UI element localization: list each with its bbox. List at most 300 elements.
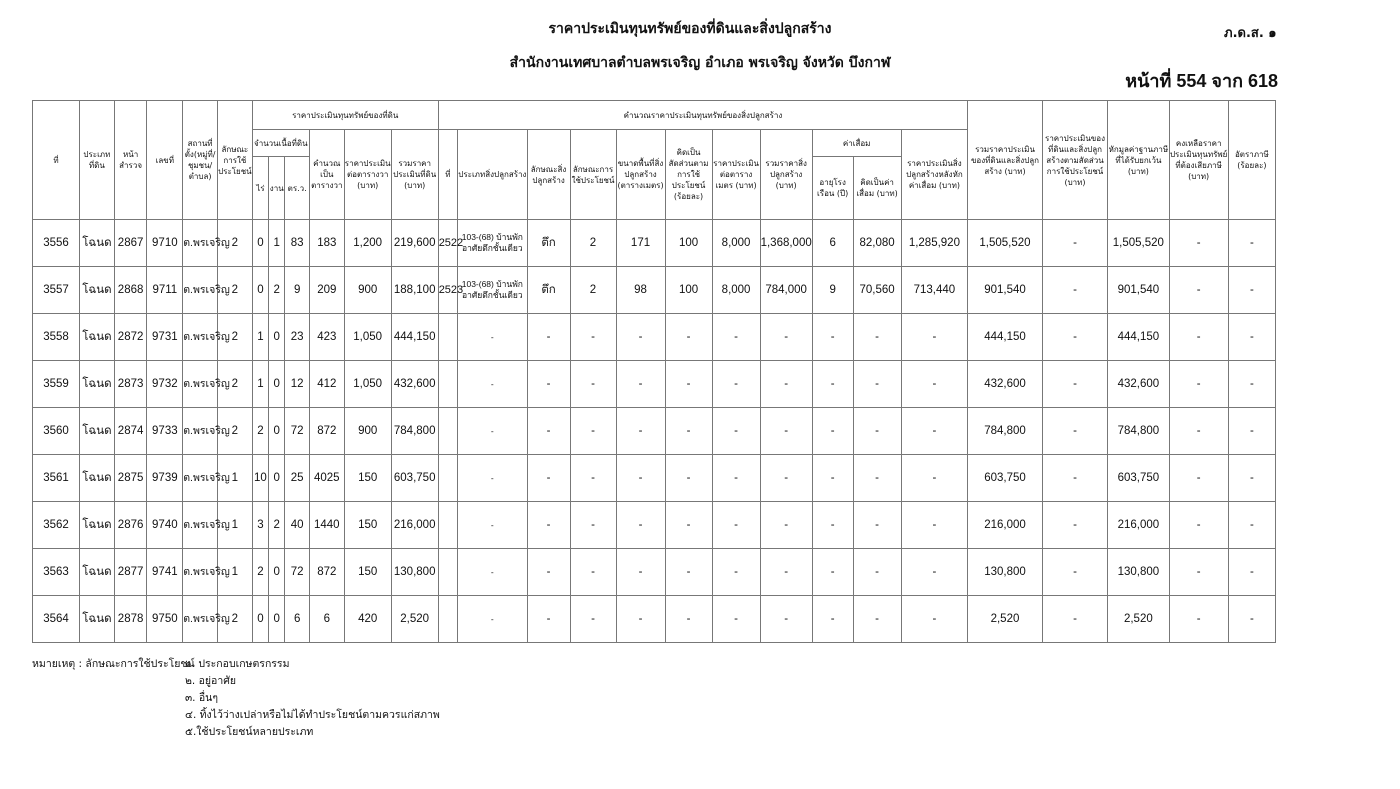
- note-item: ๕.ใช้ประโยชน์หลายประเภท: [185, 726, 314, 738]
- cell-deduction: 603,750: [1108, 455, 1169, 502]
- cell-building-no: [438, 314, 457, 361]
- cell-calc-sqwa: 412: [309, 361, 344, 408]
- cell-grand-total: 216,000: [968, 502, 1043, 549]
- cell-age: -: [812, 455, 853, 502]
- cell-location: ต.พรเจริญ: [183, 502, 218, 549]
- cell-number: 9750: [147, 596, 183, 643]
- cell-wa: 9: [285, 267, 310, 314]
- cell-building-type: 103-(68) บ้านพักอาศัยตึกชั้นเดียว: [458, 220, 528, 267]
- cell-land-type: โฉนด: [80, 220, 115, 267]
- cell-building-total: -: [760, 549, 812, 596]
- cell-prop-value: -: [1042, 455, 1107, 502]
- cell-wa: 6: [285, 596, 310, 643]
- col-header-remaining: คงเหลือราคาประเมินทุนทรัพย์ที่ต้องเสียภาษี (บาท): [1169, 101, 1228, 220]
- cell-age: 6: [812, 220, 853, 267]
- col-header-price-sqwa: ราคาประเมินต่อตารางวา (บาท): [344, 130, 391, 220]
- cell-building-total: -: [760, 361, 812, 408]
- cell-building-price-sqm: 8,000: [712, 220, 760, 267]
- cell-ngan: 1: [269, 220, 285, 267]
- cell-building-no: 2523: [438, 267, 457, 314]
- cell-building-total: -: [760, 314, 812, 361]
- cell-land-total: 784,800: [391, 408, 438, 455]
- cell-rai: 2: [252, 408, 268, 455]
- col-header-prop-value: ราคาประเมินของที่ดินและสิ่งปลูกสร้างตามสัดส่วนการใช้ประโยชน์ (บาท): [1042, 101, 1107, 220]
- cell-building-no: [438, 549, 457, 596]
- cell-remaining: -: [1169, 502, 1228, 549]
- cell-tax-rate: -: [1228, 361, 1275, 408]
- cell-price-sqwa: 1,050: [344, 314, 391, 361]
- cell-usage: 2: [217, 361, 252, 408]
- cell-building-total: -: [760, 596, 812, 643]
- cell-building-no: [438, 455, 457, 502]
- cell-rai: 0: [252, 596, 268, 643]
- cell-remaining: -: [1169, 314, 1228, 361]
- col-header-number: เลขที่: [147, 101, 183, 220]
- cell-location: ต.พรเจริญ: [183, 596, 218, 643]
- cell-no: 3561: [33, 455, 80, 502]
- cell-rai: 1: [252, 314, 268, 361]
- cell-building-percent: -: [665, 455, 712, 502]
- cell-building-size: 98: [616, 267, 665, 314]
- cell-depr-amount: -: [853, 596, 901, 643]
- col-header-tax-rate: อัตราภาษี (ร้อยละ): [1228, 101, 1275, 220]
- cell-land-type: โฉนด: [80, 361, 115, 408]
- cell-number: 9739: [147, 455, 183, 502]
- table-row: [33, 549, 1276, 596]
- col-header-deduction: หักมูลค่าฐานภาษีที่ได้รับยกเว้น (บาท): [1108, 101, 1169, 220]
- cell-ngan: 0: [269, 408, 285, 455]
- cell-number: 9711: [147, 267, 183, 314]
- cell-price-sqwa: 150: [344, 455, 391, 502]
- col-header-building-total: รวมราคาสิ่งปลูกสร้าง (บาท): [760, 130, 812, 220]
- cell-building-usage: -: [570, 361, 616, 408]
- col-header-depreciation: ค่าเสื่อม: [812, 130, 901, 157]
- cell-building-percent: -: [665, 549, 712, 596]
- cell-land-total: 219,600: [391, 220, 438, 267]
- cell-building-price-sqm: -: [712, 549, 760, 596]
- cell-tax-rate: -: [1228, 502, 1275, 549]
- cell-building-kind: ตึก: [527, 267, 570, 314]
- cell-remaining: -: [1169, 455, 1228, 502]
- cell-deduction: 784,800: [1108, 408, 1169, 455]
- cell-calc-sqwa: 183: [309, 220, 344, 267]
- cell-survey-page: 2872: [114, 314, 147, 361]
- cell-building-type: -: [458, 549, 528, 596]
- cell-location: ต.พรเจริญ: [183, 267, 218, 314]
- cell-ngan: 0: [269, 455, 285, 502]
- cell-building-size: -: [616, 596, 665, 643]
- cell-age: -: [812, 549, 853, 596]
- cell-no: 3558: [33, 314, 80, 361]
- cell-ngan: 0: [269, 361, 285, 408]
- cell-deduction: 1,505,520: [1108, 220, 1169, 267]
- cell-usage: 1: [217, 549, 252, 596]
- cell-building-price-sqm: -: [712, 314, 760, 361]
- cell-building-after-depr: -: [901, 361, 968, 408]
- table-row: [33, 408, 1276, 455]
- col-group-land: ราคาประเมินทุนทรัพย์ของที่ดิน: [252, 101, 438, 130]
- cell-deduction: 444,150: [1108, 314, 1169, 361]
- cell-remaining: -: [1169, 361, 1228, 408]
- document-title: ราคาประเมินทุนทรัพย์ของที่ดินและสิ่งปลูกสร้าง: [548, 21, 832, 37]
- cell-building-no: [438, 408, 457, 455]
- cell-tax-rate: -: [1228, 408, 1275, 455]
- col-header-wa: ตร.ว.: [285, 157, 310, 220]
- cell-calc-sqwa: 6: [309, 596, 344, 643]
- cell-number: 9741: [147, 549, 183, 596]
- cell-depr-amount: 82,080: [853, 220, 901, 267]
- cell-remaining: -: [1169, 267, 1228, 314]
- cell-ngan: 2: [269, 502, 285, 549]
- cell-prop-value: -: [1042, 408, 1107, 455]
- cell-no: 3560: [33, 408, 80, 455]
- cell-deduction: 432,600: [1108, 361, 1169, 408]
- col-header-area: จำนวนเนื้อที่ดิน: [252, 130, 309, 157]
- cell-wa: 72: [285, 408, 310, 455]
- page-indicator: หน้าที่ 554 จาก 618: [1125, 71, 1278, 91]
- document-subtitle: สำนักงานเทศบาลตำบลพรเจริญ อำเภอ พรเจริญ จังหวัด บึงกาฬ: [509, 55, 891, 71]
- cell-grand-total: 784,800: [968, 408, 1043, 455]
- cell-calc-sqwa: 4025: [309, 455, 344, 502]
- cell-building-kind: -: [527, 408, 570, 455]
- cell-building-type: -: [458, 502, 528, 549]
- cell-rai: 10: [252, 455, 268, 502]
- cell-usage: 2: [217, 596, 252, 643]
- cell-price-sqwa: 1,200: [344, 220, 391, 267]
- cell-building-usage: -: [570, 314, 616, 361]
- cell-number: 9740: [147, 502, 183, 549]
- cell-price-sqwa: 900: [344, 408, 391, 455]
- cell-building-type: -: [458, 408, 528, 455]
- col-header-building-after-depr: ราคาประเมินสิ่งปลูกสร้างหลังหักค่าเสื่อม (บาท): [901, 130, 968, 220]
- cell-building-usage: -: [570, 549, 616, 596]
- cell-calc-sqwa: 1440: [309, 502, 344, 549]
- cell-tax-rate: -: [1228, 220, 1275, 267]
- table-row: [33, 596, 1276, 643]
- cell-building-kind: -: [527, 549, 570, 596]
- cell-wa: 40: [285, 502, 310, 549]
- cell-wa: 72: [285, 549, 310, 596]
- cell-price-sqwa: 1,050: [344, 361, 391, 408]
- cell-building-usage: -: [570, 455, 616, 502]
- cell-building-size: 171: [616, 220, 665, 267]
- cell-location: ต.พรเจริญ: [183, 549, 218, 596]
- cell-no: 3557: [33, 267, 80, 314]
- cell-tax-rate: -: [1228, 549, 1275, 596]
- cell-building-after-depr: -: [901, 455, 968, 502]
- cell-survey-page: 2877: [114, 549, 147, 596]
- cell-deduction: 216,000: [1108, 502, 1169, 549]
- cell-grand-total: 444,150: [968, 314, 1043, 361]
- cell-land-type: โฉนด: [80, 267, 115, 314]
- cell-building-no: [438, 502, 457, 549]
- col-header-building-no: ที่: [438, 130, 457, 220]
- col-header-usage: ลักษณะการใช้ประโยชน์: [217, 101, 252, 220]
- cell-prop-value: -: [1042, 361, 1107, 408]
- cell-building-percent: 100: [665, 220, 712, 267]
- cell-land-type: โฉนด: [80, 455, 115, 502]
- cell-building-percent: -: [665, 596, 712, 643]
- cell-number: 9733: [147, 408, 183, 455]
- cell-remaining: -: [1169, 549, 1228, 596]
- cell-building-size: -: [616, 549, 665, 596]
- cell-ngan: 0: [269, 596, 285, 643]
- cell-tax-rate: -: [1228, 455, 1275, 502]
- cell-rai: 2: [252, 549, 268, 596]
- cell-building-kind: -: [527, 361, 570, 408]
- cell-grand-total: 130,800: [968, 549, 1043, 596]
- cell-depr-amount: -: [853, 455, 901, 502]
- cell-no: 3556: [33, 220, 80, 267]
- col-header-location: สถานที่ตั้ง(หมู่ที่/ชุมชน/ตำบล): [183, 101, 218, 220]
- cell-depr-amount: -: [853, 549, 901, 596]
- cell-survey-page: 2875: [114, 455, 147, 502]
- col-header-depr-amount: คิดเป็นค่าเสื่อม (บาท): [853, 157, 901, 220]
- cell-rai: 1: [252, 361, 268, 408]
- cell-building-price-sqm: -: [712, 361, 760, 408]
- notes-label: หมายเหตุ : ลักษณะการใช้ประโยชน์: [32, 658, 195, 670]
- cell-land-type: โฉนด: [80, 596, 115, 643]
- cell-remaining: -: [1169, 220, 1228, 267]
- cell-depr-amount: -: [853, 502, 901, 549]
- cell-deduction: 2,520: [1108, 596, 1169, 643]
- form-code: ภ.ด.ส. ๑: [1224, 26, 1277, 41]
- cell-location: ต.พรเจริญ: [183, 408, 218, 455]
- cell-grand-total: 901,540: [968, 267, 1043, 314]
- cell-age: -: [812, 361, 853, 408]
- col-header-building-price-sqm: ราคาประเมินต่อตารางเมตร (บาท): [712, 130, 760, 220]
- col-header-building-percent: คิดเป็นสัดส่วนตามการใช้ประโยชน์ (ร้อยละ): [665, 130, 712, 220]
- cell-age: -: [812, 314, 853, 361]
- col-header-survey-page: หน้าสำรวจ: [114, 101, 147, 220]
- cell-no: 3562: [33, 502, 80, 549]
- cell-ngan: 0: [269, 314, 285, 361]
- cell-land-total: 188,100: [391, 267, 438, 314]
- cell-price-sqwa: 420: [344, 596, 391, 643]
- cell-land-total: 130,800: [391, 549, 438, 596]
- cell-building-price-sqm: -: [712, 455, 760, 502]
- cell-deduction: 130,800: [1108, 549, 1169, 596]
- col-header-rai: ไร่: [252, 157, 268, 220]
- cell-building-price-sqm: -: [712, 408, 760, 455]
- cell-building-price-sqm: -: [712, 596, 760, 643]
- cell-land-total: 603,750: [391, 455, 438, 502]
- cell-price-sqwa: 150: [344, 549, 391, 596]
- col-group-building: คำนวณราคาประเมินทุนทรัพย์ของสิ่งปลูกสร้าง: [438, 101, 968, 130]
- cell-calc-sqwa: 872: [309, 549, 344, 596]
- table-row: [33, 220, 1276, 267]
- cell-usage: 1: [217, 502, 252, 549]
- cell-land-total: 2,520: [391, 596, 438, 643]
- table-row: [33, 267, 1276, 314]
- cell-land-type: โฉนด: [80, 314, 115, 361]
- cell-building-kind: -: [527, 455, 570, 502]
- cell-deduction: 901,540: [1108, 267, 1169, 314]
- note-item: ๑. ประกอบเกษตรกรรม: [185, 658, 290, 670]
- cell-building-after-depr: -: [901, 408, 968, 455]
- cell-tax-rate: -: [1228, 267, 1275, 314]
- cell-rai: 3: [252, 502, 268, 549]
- cell-wa: 83: [285, 220, 310, 267]
- cell-building-type: -: [458, 596, 528, 643]
- col-header-land-total: รวมราคาประเมินที่ดิน (บาท): [391, 130, 438, 220]
- cell-calc-sqwa: 423: [309, 314, 344, 361]
- cell-building-total: -: [760, 502, 812, 549]
- cell-location: ต.พรเจริญ: [183, 455, 218, 502]
- cell-price-sqwa: 150: [344, 502, 391, 549]
- cell-depr-amount: -: [853, 314, 901, 361]
- cell-building-percent: -: [665, 361, 712, 408]
- cell-land-total: 444,150: [391, 314, 438, 361]
- cell-prop-value: -: [1042, 596, 1107, 643]
- cell-survey-page: 2878: [114, 596, 147, 643]
- cell-wa: 23: [285, 314, 310, 361]
- cell-building-no: 2522: [438, 220, 457, 267]
- assessment-table: [32, 100, 1276, 643]
- cell-land-type: โฉนด: [80, 408, 115, 455]
- col-header-age: อายุโรงเรือน (ปี): [812, 157, 853, 220]
- cell-number: 9731: [147, 314, 183, 361]
- cell-survey-page: 2874: [114, 408, 147, 455]
- cell-building-kind: -: [527, 596, 570, 643]
- cell-survey-page: 2873: [114, 361, 147, 408]
- cell-price-sqwa: 900: [344, 267, 391, 314]
- cell-prop-value: -: [1042, 502, 1107, 549]
- cell-land-type: โฉนด: [80, 549, 115, 596]
- cell-usage: 2: [217, 220, 252, 267]
- cell-usage: 1: [217, 455, 252, 502]
- cell-building-no: [438, 596, 457, 643]
- cell-prop-value: -: [1042, 220, 1107, 267]
- col-header-grand-total: รวมราคาประเมินของที่ดินและสิ่งปลูกสร้าง (บาท): [968, 101, 1043, 220]
- cell-building-total: -: [760, 455, 812, 502]
- cell-building-after-depr: -: [901, 502, 968, 549]
- cell-wa: 25: [285, 455, 310, 502]
- cell-land-type: โฉนด: [80, 502, 115, 549]
- cell-grand-total: 432,600: [968, 361, 1043, 408]
- table-row: [33, 455, 1276, 502]
- cell-prop-value: -: [1042, 314, 1107, 361]
- cell-building-after-depr: 713,440: [901, 267, 968, 314]
- cell-ngan: 0: [269, 549, 285, 596]
- table-body: [33, 220, 1276, 643]
- cell-building-usage: -: [570, 408, 616, 455]
- col-header-ngan: งาน: [269, 157, 285, 220]
- note-item: ๔. ทิ้งไว้ว่างเปล่าหรือไม่ได้ทำประโยชน์ตามควรแก่สภาพ: [185, 709, 440, 721]
- cell-wa: 12: [285, 361, 310, 408]
- cell-building-percent: -: [665, 408, 712, 455]
- cell-grand-total: 1,505,520: [968, 220, 1043, 267]
- cell-building-size: -: [616, 408, 665, 455]
- cell-age: -: [812, 408, 853, 455]
- note-item: ๒. อยู่อาศัย: [185, 675, 237, 687]
- cell-building-price-sqm: 8,000: [712, 267, 760, 314]
- cell-rai: 0: [252, 220, 268, 267]
- cell-tax-rate: -: [1228, 596, 1275, 643]
- cell-usage: 2: [217, 314, 252, 361]
- cell-usage: 2: [217, 408, 252, 455]
- cell-building-usage: -: [570, 596, 616, 643]
- col-header-land-type: ประเภทที่ดิน: [80, 101, 115, 220]
- cell-building-usage: 2: [570, 267, 616, 314]
- cell-tax-rate: -: [1228, 314, 1275, 361]
- table-row: [33, 314, 1276, 361]
- cell-rai: 0: [252, 267, 268, 314]
- cell-building-size: -: [616, 502, 665, 549]
- cell-land-total: 216,000: [391, 502, 438, 549]
- cell-building-total: 1,368,000: [760, 220, 812, 267]
- cell-remaining: -: [1169, 408, 1228, 455]
- cell-building-no: [438, 361, 457, 408]
- cell-depr-amount: -: [853, 361, 901, 408]
- cell-grand-total: 2,520: [968, 596, 1043, 643]
- cell-building-total: -: [760, 408, 812, 455]
- note-item: ๓. อื่นๆ: [185, 692, 218, 704]
- cell-building-percent: -: [665, 314, 712, 361]
- cell-building-size: -: [616, 314, 665, 361]
- cell-building-usage: -: [570, 502, 616, 549]
- cell-building-size: -: [616, 361, 665, 408]
- cell-building-after-depr: -: [901, 596, 968, 643]
- col-header-building-usage: ลักษณะการใช้ประโยชน์: [570, 130, 616, 220]
- col-header-calc-sqwa: คำนวณเป็นตารางวา: [309, 130, 344, 220]
- cell-number: 9732: [147, 361, 183, 408]
- cell-remaining: -: [1169, 596, 1228, 643]
- cell-no: 3559: [33, 361, 80, 408]
- cell-depr-amount: 70,560: [853, 267, 901, 314]
- cell-age: -: [812, 596, 853, 643]
- cell-calc-sqwa: 209: [309, 267, 344, 314]
- cell-usage: 2: [217, 267, 252, 314]
- cell-building-size: -: [616, 455, 665, 502]
- cell-building-usage: 2: [570, 220, 616, 267]
- cell-building-kind: ตึก: [527, 220, 570, 267]
- cell-building-type: 103-(68) บ้านพักอาศัยตึกชั้นเดียว: [458, 267, 528, 314]
- col-header-building-size: ขนาดพื้นที่สิ่งปลูกสร้าง (ตารางเมตร): [616, 130, 665, 220]
- cell-survey-page: 2876: [114, 502, 147, 549]
- cell-building-after-depr: 1,285,920: [901, 220, 968, 267]
- cell-grand-total: 603,750: [968, 455, 1043, 502]
- cell-survey-page: 2867: [114, 220, 147, 267]
- col-header-building-type: ประเภทสิ่งปลูกสร้าง: [458, 130, 528, 220]
- cell-land-total: 432,600: [391, 361, 438, 408]
- cell-calc-sqwa: 872: [309, 408, 344, 455]
- cell-building-total: 784,000: [760, 267, 812, 314]
- cell-survey-page: 2868: [114, 267, 147, 314]
- cell-building-type: -: [458, 455, 528, 502]
- cell-building-percent: -: [665, 502, 712, 549]
- cell-building-after-depr: -: [901, 549, 968, 596]
- table-row: [33, 361, 1276, 408]
- cell-prop-value: -: [1042, 267, 1107, 314]
- cell-no: 3564: [33, 596, 80, 643]
- cell-building-price-sqm: -: [712, 502, 760, 549]
- cell-building-type: -: [458, 314, 528, 361]
- cell-building-kind: -: [527, 502, 570, 549]
- cell-ngan: 2: [269, 267, 285, 314]
- cell-depr-amount: -: [853, 408, 901, 455]
- cell-number: 9710: [147, 220, 183, 267]
- cell-building-percent: 100: [665, 267, 712, 314]
- cell-age: 9: [812, 267, 853, 314]
- cell-age: -: [812, 502, 853, 549]
- cell-building-kind: -: [527, 314, 570, 361]
- cell-building-type: -: [458, 361, 528, 408]
- col-header-building-kind: ลักษณะสิ่งปลูกสร้าง: [527, 130, 570, 220]
- cell-building-after-depr: -: [901, 314, 968, 361]
- cell-location: ต.พรเจริญ: [183, 220, 218, 267]
- cell-prop-value: -: [1042, 549, 1107, 596]
